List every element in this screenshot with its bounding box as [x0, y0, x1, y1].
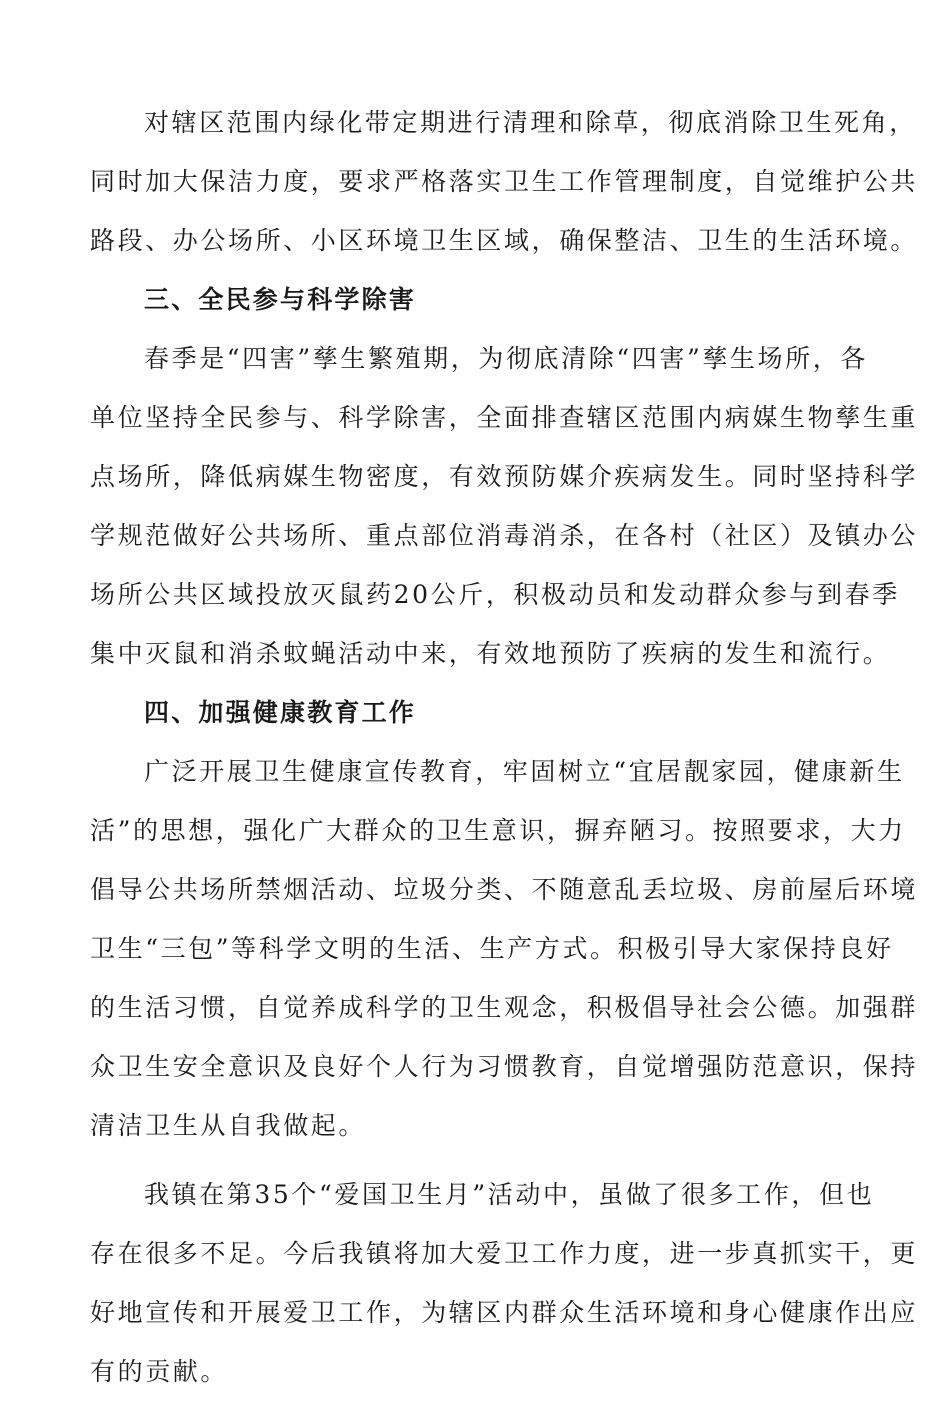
- paragraph-conclusion: [90, 1175, 919, 1411]
- text-line: 有的贡献。: [90, 1357, 229, 1386]
- text-line: 场所公共区域投放灭鼠药20公斤，积极动员和发动群众参与到春季: [90, 580, 900, 609]
- text-line: 广泛开展卫生健康宣传教育，牢固树立“宜居靓家园，健康新生: [144, 757, 905, 786]
- text-line: 集中灭鼠和消杀蚊蝇活动中来，有效地预防了疾病的发生和流行。: [90, 639, 891, 668]
- text-line: 点场所，降低病媒生物密度，有效预防媒介疾病发生。同时坚持科学: [90, 462, 919, 491]
- text-line: 众卫生安全意识及良好个人行为习惯教育，自觉增强防范意识，保持: [90, 1052, 919, 1081]
- text-line: 倡导公共场所禁烟活动、垃圾分类、不随意乱丢垃圾、房前屋后环境: [90, 875, 919, 904]
- paragraph-pest-control: [90, 339, 919, 693]
- text-line: 活”的思想，强化广大群众的卫生意识，摒弃陋习。按照要求，大力: [90, 816, 906, 845]
- text-line: 的生活习惯，自觉养成科学的卫生观念，积极倡导社会公德。加强群: [90, 993, 919, 1022]
- text-line: 单位坚持全民参与、科学除害，全面排查辖区范围内病媒生物孳生重: [90, 403, 919, 432]
- section-heading-pest-control: 三、全民参与科学除害: [144, 285, 417, 314]
- paragraph-health-education: [90, 752, 919, 1165]
- text-line: 清洁卫生从自我做起。: [90, 1111, 367, 1140]
- text-line: 卫生“三包”等科学文明的生活、生产方式。积极引导大家保持良好: [90, 934, 894, 963]
- text-line: 存在很多不足。今后我镇将加大爱卫工作力度，进一步真抓实干，更: [90, 1239, 919, 1268]
- text-line: 好地宣传和开展爱卫工作，为辖区内群众生活环境和身心健康作出应: [90, 1298, 919, 1327]
- text-line: 学规范做好公共场所、重点部位消毒消杀，在各村（社区）及镇办公: [90, 521, 919, 550]
- text-line: 同时加大保洁力度，要求严格落实卫生工作管理制度，自觉维护公共: [90, 167, 919, 196]
- document-body: [90, 103, 919, 1411]
- text-line: 对辖区范围内绿化带定期进行清理和除草，彻底消除卫生死角，: [144, 108, 917, 137]
- text-line: 春季是“四害”孳生繁殖期，为彻底清除“四害”孳生场所，各: [144, 344, 868, 373]
- paragraph-spacer: [90, 1165, 870, 1175]
- section-heading-health-education: 四、加强健康教育工作: [144, 698, 417, 727]
- text-line: 我镇在第35个“爱国卫生月”活动中，虽做了很多工作，但也: [144, 1180, 875, 1209]
- text-line: 路段、办公场所、小区环境卫生区域，确保整洁、卫生的生活环境。: [90, 226, 919, 255]
- paragraph-greening-cleanup: [90, 103, 919, 280]
